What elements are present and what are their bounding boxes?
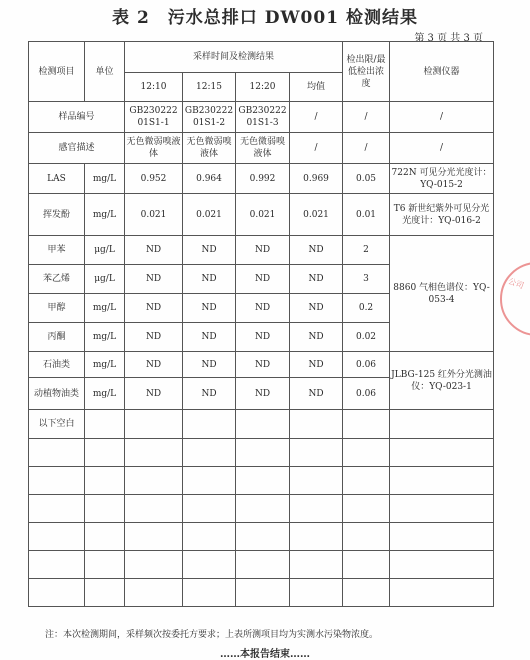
value: ND [183, 265, 236, 294]
empty-row [29, 551, 494, 579]
unit: μg/L [85, 265, 125, 294]
header-instrument: 检测仪器 [390, 42, 494, 102]
cell: GB230222 01S1-2 [183, 102, 236, 133]
empty-cell [236, 410, 290, 439]
value: 0.021 [236, 194, 290, 236]
average: ND [290, 352, 343, 378]
unit: mg/L [85, 194, 125, 236]
cell: / [343, 102, 390, 133]
seal-stamp [500, 262, 530, 336]
page-info: 第 3 页 共 3 页 [414, 33, 483, 44]
results-table [28, 41, 494, 607]
row-label: 感官描述 [29, 133, 125, 164]
cell: GB230222 01S1-1 [125, 102, 183, 133]
empty-cell [125, 410, 183, 439]
value: ND [183, 236, 236, 265]
unit: mg/L [85, 323, 125, 352]
limit: 3 [343, 265, 390, 294]
empty-row [29, 467, 494, 495]
cell: / [343, 133, 390, 164]
unit: mg/L [85, 378, 125, 410]
item-name: 挥发酚 [29, 194, 85, 236]
value: ND [125, 294, 183, 323]
item-name: LAS [29, 164, 85, 194]
header-group: 采样时间及检测结果 [125, 42, 343, 73]
average: ND [290, 378, 343, 410]
value: ND [236, 236, 290, 265]
instrument: T6 新世纪紫外可见分光光度计：YQ-016-2 [390, 194, 494, 236]
limit: 0.01 [343, 194, 390, 236]
value: ND [125, 265, 183, 294]
row-label: 样品编号 [29, 102, 125, 133]
value: ND [183, 323, 236, 352]
sample-id-row [29, 102, 494, 133]
average: 0.021 [290, 194, 343, 236]
value: ND [236, 378, 290, 410]
header-time-1: 12:10 [125, 73, 183, 102]
limit: 0.06 [343, 378, 390, 410]
cell: / [390, 133, 494, 164]
instrument: 8860 气相色谱仪：YQ-053-4 [390, 236, 494, 352]
average: ND [290, 265, 343, 294]
average: 0.969 [290, 164, 343, 194]
value: ND [236, 265, 290, 294]
cell: / [290, 102, 343, 133]
cell: GB230222 01S1-3 [236, 102, 290, 133]
value: ND [125, 378, 183, 410]
limit: 0.02 [343, 323, 390, 352]
limit: 2 [343, 236, 390, 265]
empty-row [29, 439, 494, 467]
unit: mg/L [85, 352, 125, 378]
header-time-2: 12:15 [183, 73, 236, 102]
stamp-text: 公司 [506, 276, 526, 291]
header-average: 均值 [290, 73, 343, 102]
cell: 无色微弱嗅液体 [183, 133, 236, 164]
cell: 无色微弱嗅液体 [236, 133, 290, 164]
value: ND [236, 352, 290, 378]
footnote: 注：本次检测期间，采样频次按委托方要求；上表所测项目均为实测水污染物浓度。 [45, 630, 379, 640]
value: 0.952 [125, 164, 183, 194]
value: ND [183, 378, 236, 410]
blank-row [29, 410, 494, 439]
value: ND [236, 323, 290, 352]
item-name: 丙酮 [29, 323, 85, 352]
value: ND [125, 323, 183, 352]
limit: 0.2 [343, 294, 390, 323]
limit: 0.05 [343, 164, 390, 194]
average: ND [290, 236, 343, 265]
header-limit: 检出限/最低检出浓度 [343, 42, 390, 102]
limit: 0.06 [343, 352, 390, 378]
item-name: 甲苯 [29, 236, 85, 265]
table-row [29, 194, 494, 236]
item-name: 石油类 [29, 352, 85, 378]
value: ND [236, 294, 290, 323]
header-item: 检测项目 [29, 42, 85, 102]
header-time-3: 12:20 [236, 73, 290, 102]
empty-row [29, 579, 494, 607]
instrument: 722N 可见分光光度计：YQ-015-2 [390, 164, 494, 194]
item-name: 动植物油类 [29, 378, 85, 410]
document-title: 表 2 污水总排口 DW001 检测结果 [112, 8, 418, 28]
empty-cell [183, 410, 236, 439]
empty-cell [343, 410, 390, 439]
value: 0.992 [236, 164, 290, 194]
value: 0.964 [183, 164, 236, 194]
average: ND [290, 323, 343, 352]
end-of-report: ……本报告结束…… [220, 649, 310, 660]
table-row [29, 352, 494, 378]
value: ND [125, 352, 183, 378]
value: ND [183, 294, 236, 323]
table-row [29, 164, 494, 194]
empty-row [29, 495, 494, 523]
value: 0.021 [125, 194, 183, 236]
cell: / [390, 102, 494, 133]
average: ND [290, 294, 343, 323]
table-row [29, 236, 494, 265]
item-name: 甲醇 [29, 294, 85, 323]
empty-cell [290, 410, 343, 439]
cell: / [290, 133, 343, 164]
empty-cell [85, 410, 125, 439]
instrument: JLBG-125 红外分光测油仪：YQ-023-1 [390, 352, 494, 410]
cell: 无色微弱嗅液体 [125, 133, 183, 164]
unit: mg/L [85, 164, 125, 194]
empty-row [29, 523, 494, 551]
unit: mg/L [85, 294, 125, 323]
unit: μg/L [85, 236, 125, 265]
value: 0.021 [183, 194, 236, 236]
value: ND [125, 236, 183, 265]
empty-cell [390, 410, 494, 439]
item-name: 苯乙烯 [29, 265, 85, 294]
header-unit: 单位 [85, 42, 125, 102]
blank-label: 以下空白 [29, 410, 85, 439]
value: ND [183, 352, 236, 378]
sensory-row [29, 133, 494, 164]
